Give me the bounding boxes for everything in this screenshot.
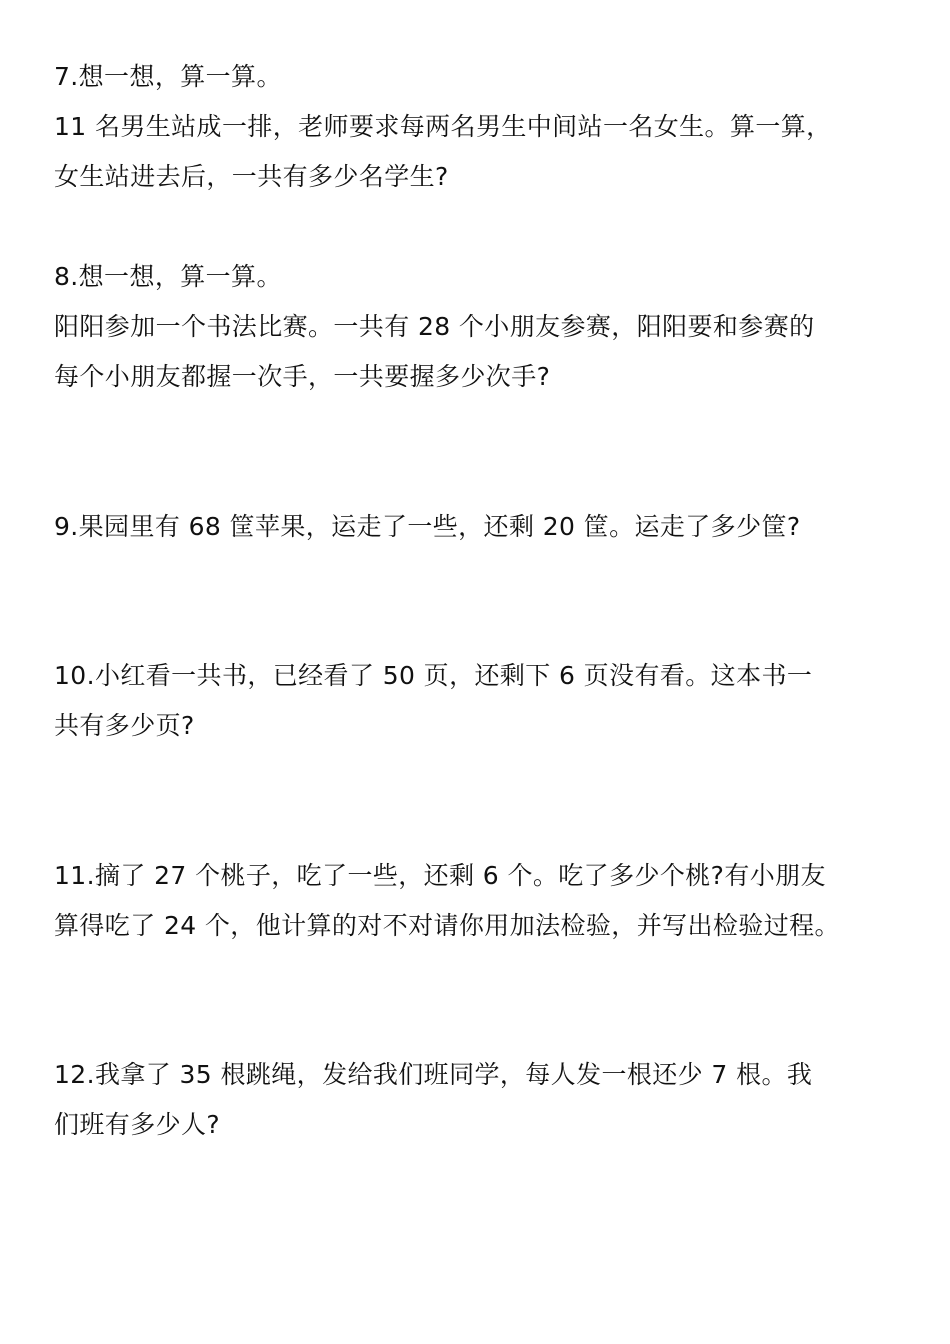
problem-10-text-line-2: 共有多少页? <box>54 711 195 740</box>
problem-12 <box>54 1050 904 1150</box>
problem-11-text-line-1: 11.摘了 27 个桃子，吃了一些，还剩 6 个。吃了多少个桃?有小朋友 <box>54 861 826 890</box>
problem-10-text-line-1: 10.小红看一共书，已经看了 50 页，还剩下 6 页没有看。这本书一 <box>54 661 813 690</box>
problem-8-text-line-2: 每个小朋友都握一次手，一共要握多少次手? <box>54 362 551 391</box>
problem-9 <box>54 502 904 552</box>
problem-7 <box>54 52 904 202</box>
problem-10 <box>54 651 904 751</box>
problem-9-text-line-1: 9.果园里有 68 筐苹果，运走了一些，还剩 20 筐。运走了多少筐? <box>54 512 801 541</box>
problem-11 <box>54 851 904 951</box>
problem-12-text-line-2: 们班有多少人? <box>54 1110 221 1139</box>
problem-7-text-line-2: 女生站进去后，一共有多少名学生? <box>54 162 449 191</box>
problem-8 <box>54 252 904 402</box>
problem-8-text-line-1: 阳阳参加一个书法比赛。一共有 28 个小朋友参赛，阳阳要和参赛的 <box>54 312 815 341</box>
problem-7-heading: 7.想一想，算一算。 <box>54 62 282 91</box>
problem-7-text-line-1: 11 名男生站成一排，老师要求每两名男生中间站一名女生。算一算， <box>54 112 832 141</box>
problem-12-text-line-1: 12.我拿了 35 根跳绳，发给我们班同学，每人发一根还少 7 根。我 <box>54 1060 813 1089</box>
problem-11-text-line-2: 算得吃了 24 个，他计算的对不对请你用加法检验，并写出检验过程。 <box>54 911 840 940</box>
problem-8-heading: 8.想一想，算一算。 <box>54 262 282 291</box>
